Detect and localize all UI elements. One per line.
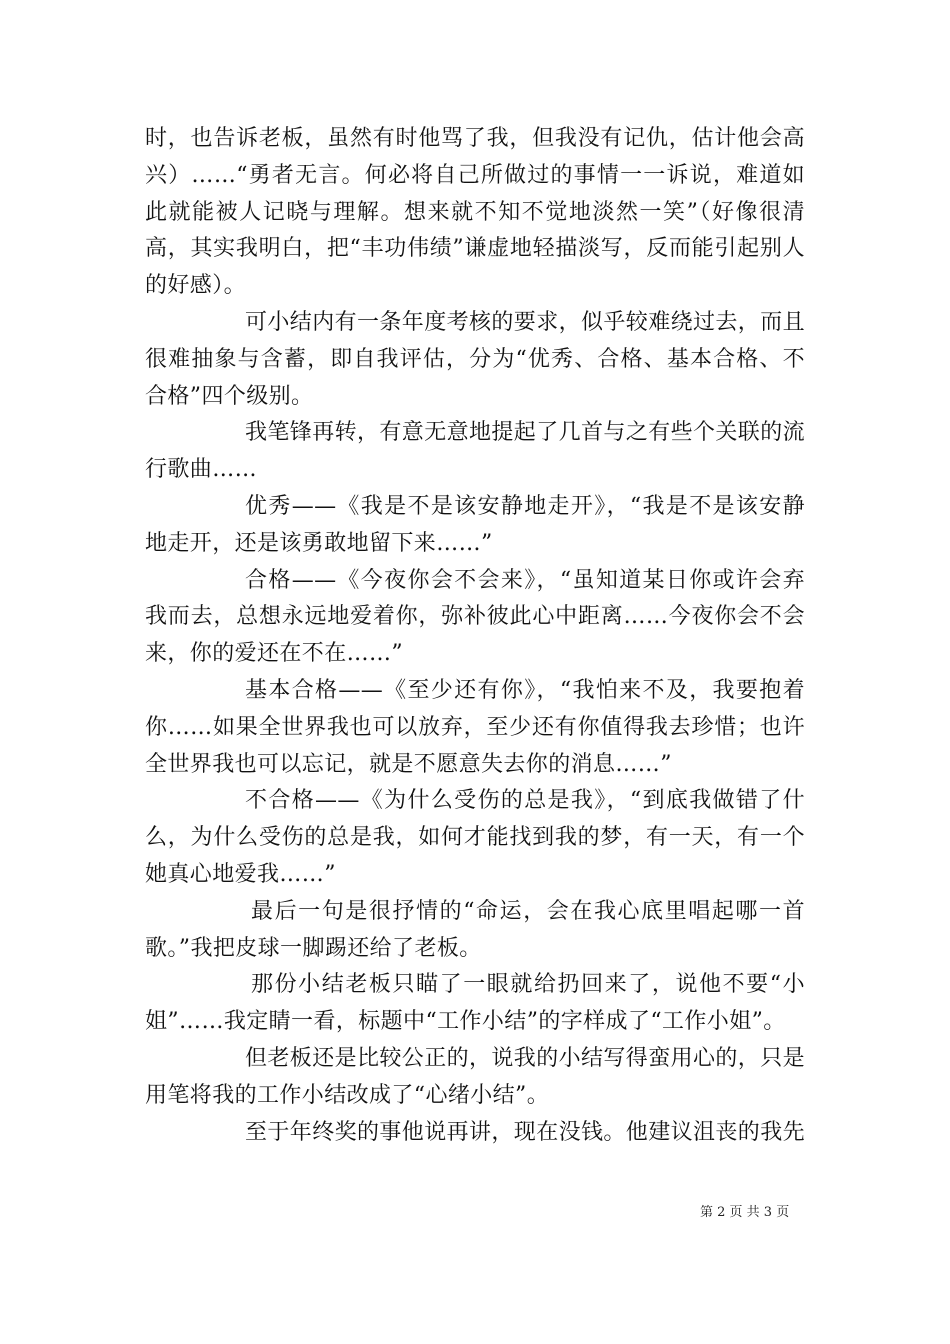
paragraph-last-line: 最后一句是很抒情的“命运，会在我心底里唱起哪一首歌。”我把皮球一脚踢还给了老板。 [145,898,805,961]
paragraph-pop-songs: 我笔锋再转，有意无意地提起了几首与之有些个关联的流行歌曲…… [145,420,806,483]
paragraph-boss-reply: 那份小结老板只瞄了一眼就给扔回来了，说他不要“小姐”……我定睛一看，标题中“工作小结”的字样成了“工作小姐”。 [145,972,805,1035]
paragraph-qualified: 合格——《今夜你会不会来》，“虽知道某日你或许会弃我而去，总想永远地爱着你，弥补彼此心中距离……今夜你会不会来，你的爱还在不在……” [145,567,805,667]
paragraph-excellent: 优秀——《我是不是该安静地走开》，“我是不是该安静地走开，还是该勇敢地留下来……” [145,493,805,556]
paragraph-continuation: 时，也告诉老板，虽然有时他骂了我，但我没有记仇，估计他会高兴）……“勇者无言。何必将自己所做过的事情一一诉说，难道如此就能被人记晓与理解。想来就不知不觉地淡然一笑”（好像很清高，其实我明白，把“丰功伟绩”谦虚地轻描淡写，反而能引起别人的好感）。 [145,126,805,299]
document-body [145,121,805,1151]
paragraph-unqualified: 不合格——《为什么受伤的总是我》，“到底我做错了什么，为什么受伤的总是我，如何才能找到我的梦，有一天，有一个她真心地爱我……” [145,788,805,887]
paragraph-basically-qualified: 基本合格——《至少还有你》，“我怕来不及，我要抱着你……如果全世界我也可以放弃，至少还有你值得我去珍惜；也许全世界我也可以忘记，就是不愿意失去你的消息……” [145,677,805,777]
paragraph-year-end-bonus: 至于年终奖的事他说再讲，现在没钱。他建议沮丧的我先 [245,1119,806,1145]
paragraph-boss-fair: 但老板还是比较公正的，说我的小结写得蛮用心的，只是用笔将我的工作小结改成了“心绪小结”。 [145,1045,806,1108]
page-number-footer: 第 2 页 共 3 页 [700,1205,790,1220]
paragraph-annual-review: 可小结内有一条年度考核的要求，似乎较难绕过去，而且很难抽象与含蓄，即自我评估，分为“优秀、合格、基本合格、不合格”四个级别。 [145,309,806,409]
